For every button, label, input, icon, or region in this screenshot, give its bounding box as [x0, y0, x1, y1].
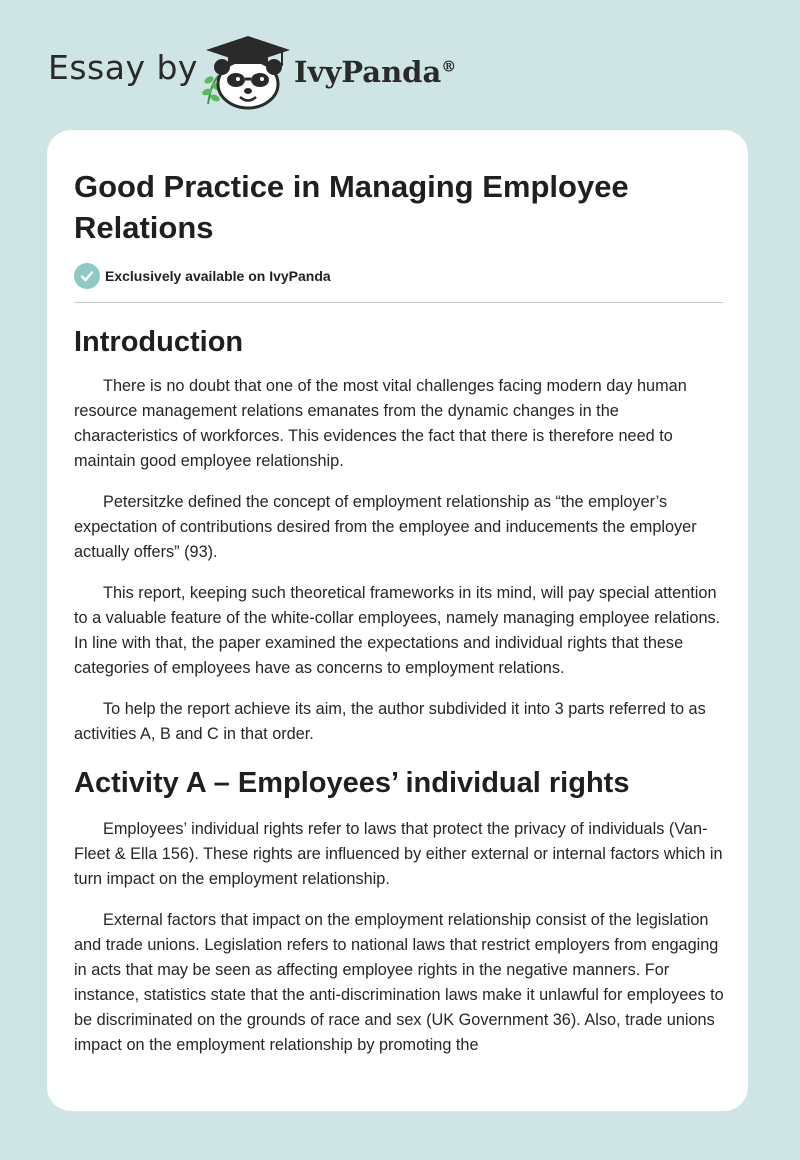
paragraph: External factors that impact on the employment relationship consist of the legislation and trade unions. Legislation refers to national laws that restrict employers from engaging in acts that may be seen as affecting employee rights in the negative manners. For instance, statistics state that the anti-discrimination laws make it unlawful for employees to be discriminated on the grounds of race and sex (UK Government 36). Also, trade unions impact on the employment relationship by promoting the — [74, 911, 724, 1054]
article-title: Good Practice in Managing Employee Relations — [74, 169, 629, 245]
section-heading-activity-a: Activity A – Employees’ individual rights — [74, 767, 630, 799]
badge-label: Exclusively available on IvyPanda — [105, 268, 331, 284]
panda-graduate-icon[interactable] — [198, 34, 290, 110]
divider — [74, 302, 723, 303]
registered-mark: ® — [441, 57, 457, 76]
article-card — [47, 130, 748, 1111]
check-circle-icon — [74, 263, 100, 289]
paragraph: Petersitzke defined the concept of employment relationship as “the employer’s expectation of contributions desired from the employee and inducements the employer actually offers” (93). — [74, 493, 697, 561]
site-header — [0, 0, 800, 120]
essay-by-label: Essay by — [48, 48, 198, 87]
paragraph: This report, keeping such theoretical frameworks in its mind, will pay special attention to a valuable feature of the white-collar employees, namely managing employee relations. In line with that, the paper examined the expectations and individual rights that these categories of employees have as concerns to employment relations. — [74, 584, 721, 677]
brand-name[interactable] — [294, 55, 456, 89]
paragraph: Employees’ individual rights refer to laws that protect the privacy of individuals (Van-Fleet & Ella 156). These rights are influenced by either external or internal factors which in turn impact on the employment relationship. — [74, 820, 723, 888]
exclusive-badge — [74, 263, 331, 289]
section-heading-introduction: Introduction — [74, 326, 244, 358]
paragraph: There is no doubt that one of the most vital challenges facing modern day human resource management relations emanates from the dynamic changes in the characteristics of workforces. This evidences the fact that there is therefore need to maintain good employee relationship. — [74, 377, 687, 470]
article-body — [74, 322, 724, 1074]
brand-text: IvyPanda — [294, 55, 442, 89]
paragraph: To help the report achieve its aim, the author subdivided it into 3 parts referred to as activities A, B and C in that order. — [74, 700, 706, 743]
